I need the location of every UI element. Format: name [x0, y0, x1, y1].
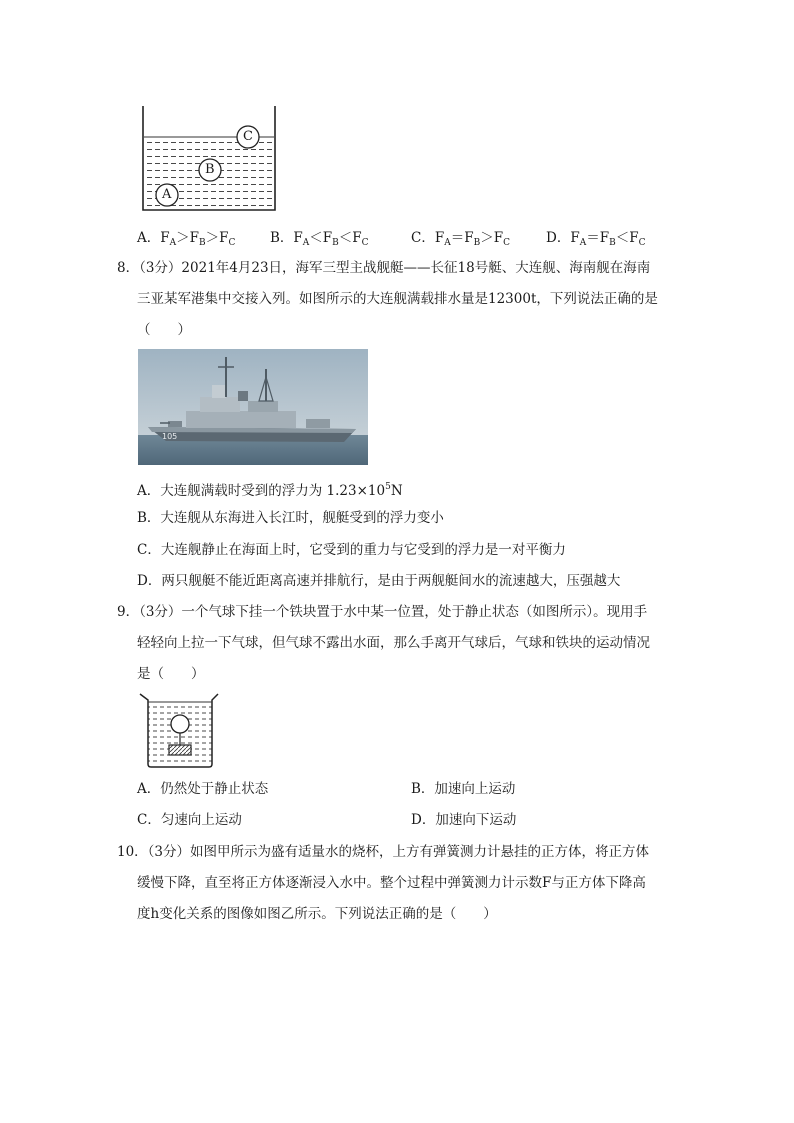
q9-option-d[interactable]: D．加速向下运动: [411, 812, 517, 828]
q10-line-2: 缓慢下降，直至将正方体逐渐浸入水中。整个过程中弹簧测力计示数F与正方体下降高: [137, 875, 646, 891]
q8-line-2: 三亚某军港集中交接入列。如图所示的大连舰满载排水量是12300t，下列说法正确的是: [137, 291, 658, 307]
q7-option-d[interactable]: D．$F_A=F_B<F_C$: [546, 230, 646, 248]
q10-line-3: 度h变化关系的图像如图乙所示。下列说法正确的是（ ）: [137, 906, 497, 922]
ball-b-label: B: [205, 162, 215, 177]
q9-option-c[interactable]: C．匀速向上运动: [137, 812, 242, 828]
q7-option-a[interactable]: A．$F_A>F_B>F_C$: [137, 230, 236, 248]
ball-c-label: C: [243, 129, 253, 144]
q8-line-1: 8．（3分）2021年4月23日，海军三型主战舰艇——长征18号艇、大连舰、海南舰在海南: [117, 260, 651, 276]
q9-beaker-figure: [138, 692, 222, 770]
q8-option-b[interactable]: B．大连舰从东海进入长江时，舰艇受到的浮力变小: [137, 510, 444, 526]
q9-line-2: 轻轻向上拉一下气球，但气球不露出水面，那么手离开气球后，气球和铁块的运动情况: [137, 635, 650, 651]
q7-option-c[interactable]: C．$F_A=F_B>F_C$: [411, 230, 510, 248]
q8-line-3: （ ）: [137, 322, 191, 338]
hull-number: 105: [162, 432, 178, 441]
q9-option-b[interactable]: B．加速向上运动: [411, 781, 516, 797]
q10-line-1: 10．（3分）如图甲所示为盛有适量水的烧杯，上方有弹簧测力计悬挂的正方体，将正方体: [117, 844, 650, 860]
q9-line-3: 是（ ）: [137, 666, 205, 682]
q7-container-figure: [138, 104, 280, 214]
q8-option-c[interactable]: C．大连舰静止在海面上时，它受到的重力与它受到的浮力是一对平衡力: [137, 542, 566, 558]
q9-line-1: 9．（3分）一个气球下挂一个铁块置于水中某一位置，处于静止状态（如图所示）。现用手: [117, 604, 648, 620]
q8-option-d[interactable]: D．两只舰艇不能近距离高速并排航行，是由于两舰艇间水的流速越大，压强越大: [137, 573, 621, 589]
ball-a-label: A: [162, 187, 172, 202]
q9-option-a[interactable]: A．仍然处于静止状态: [137, 781, 269, 797]
warship-photo: [138, 349, 368, 465]
q7-option-b[interactable]: B．$F_A<F_B<F_C$: [270, 230, 369, 248]
q8-option-a[interactable]: A．大连舰满载时受到的浮力为 $1.23\times 10^5N$: [137, 482, 403, 499]
